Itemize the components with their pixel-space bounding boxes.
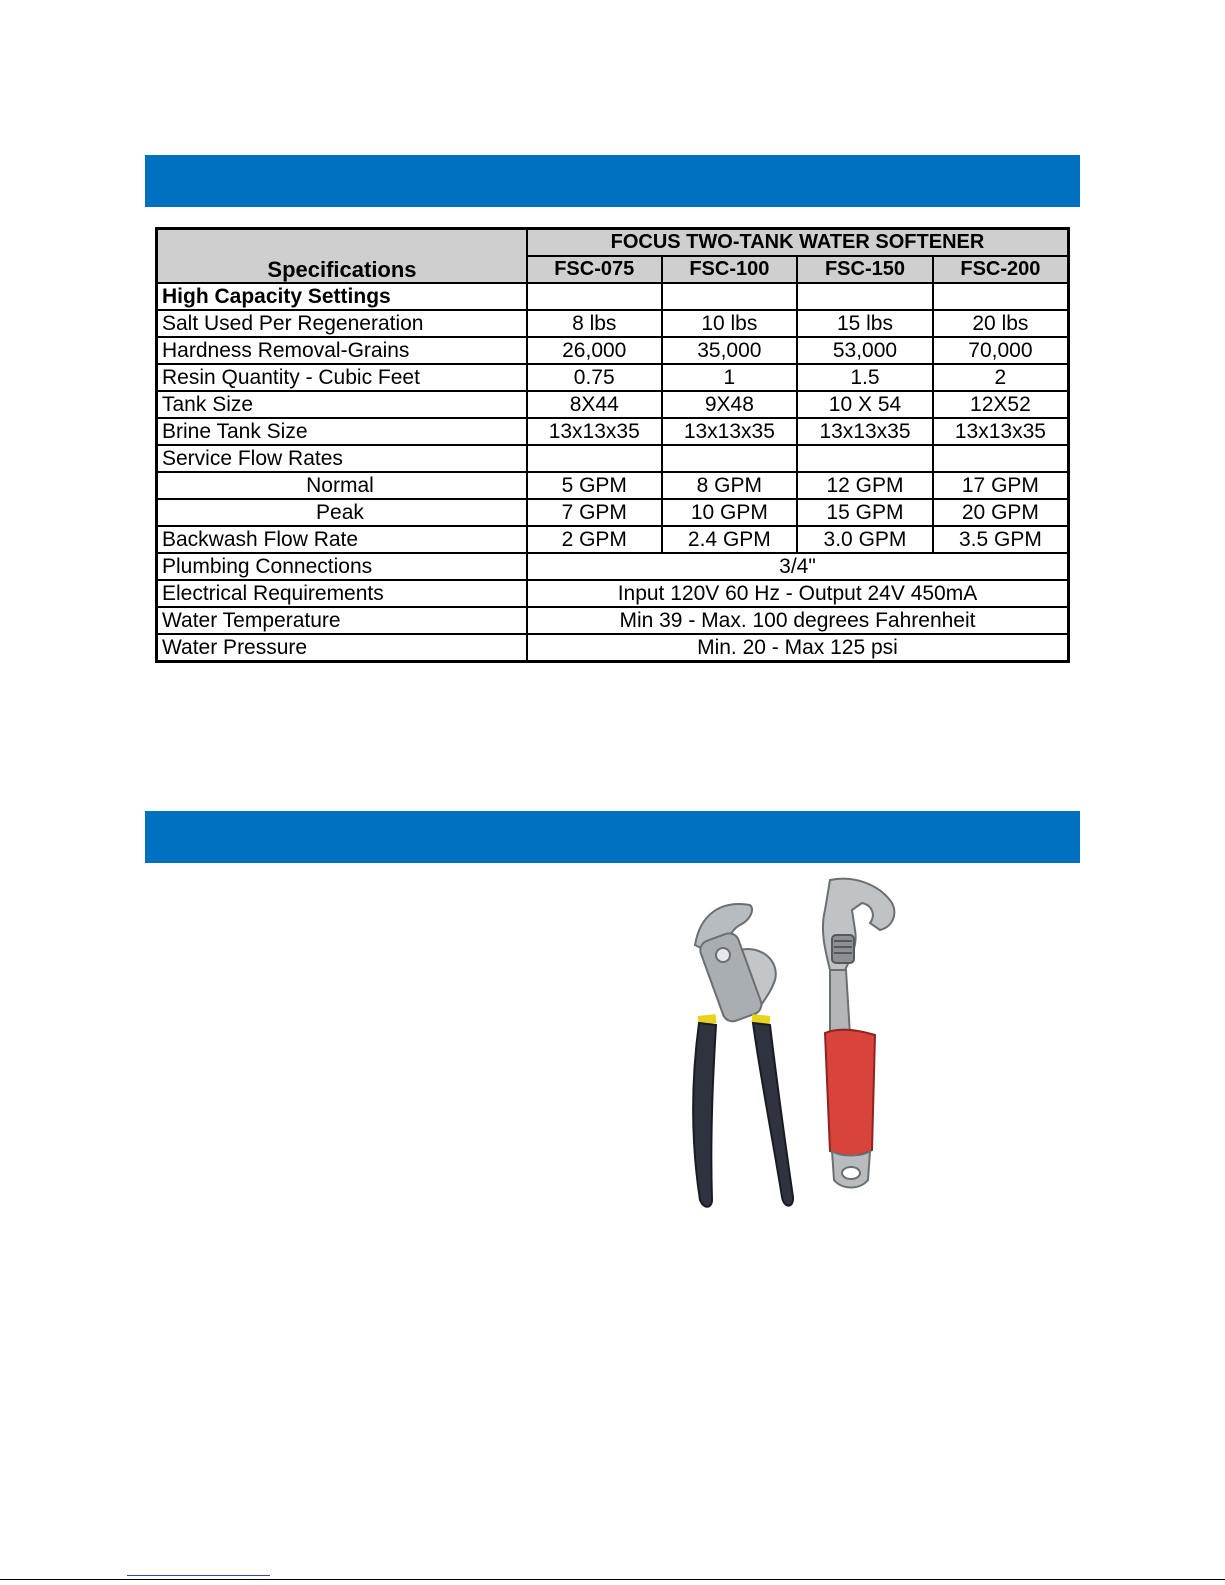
model-header: FSC-200	[933, 256, 1069, 283]
table-row	[157, 364, 1069, 391]
row-label: Service Flow Rates	[157, 445, 527, 472]
row-label: Water Pressure	[157, 634, 527, 662]
table-row	[157, 418, 1069, 445]
cell: 3.0 GPM	[797, 526, 933, 553]
cell: 70,000	[933, 337, 1069, 364]
merged-cell: 3/4"	[527, 553, 1069, 580]
cell: 3.5 GPM	[933, 526, 1069, 553]
spec-table	[155, 227, 1070, 663]
specifications-header: Specifications	[157, 229, 527, 284]
table-row	[157, 391, 1069, 418]
cell: 10 lbs	[662, 310, 798, 337]
row-label: Salt Used Per Regeneration	[157, 310, 527, 337]
cell	[527, 445, 662, 472]
cell: 2.4 GPM	[662, 526, 798, 553]
cell: 5 GPM	[527, 472, 662, 499]
cell: 8 lbs	[527, 310, 662, 337]
cell	[933, 283, 1069, 310]
cell: 17 GPM	[933, 472, 1069, 499]
merged-cell: Min. 20 - Max 125 psi	[527, 634, 1069, 662]
pliers-icon	[693, 904, 793, 1207]
cell: 8X44	[527, 391, 662, 418]
table-row	[157, 337, 1069, 364]
cell: 53,000	[797, 337, 933, 364]
cell: 1.5	[797, 364, 933, 391]
cell	[662, 283, 798, 310]
row-label: Hardness Removal-Grains	[157, 337, 527, 364]
row-label: Backwash Flow Rate	[157, 526, 527, 553]
row-label: Water Temperature	[157, 607, 527, 634]
cell	[933, 445, 1069, 472]
cell: 12X52	[933, 391, 1069, 418]
row-label: Electrical Requirements	[157, 580, 527, 607]
cell	[662, 445, 798, 472]
table-row	[157, 634, 1069, 662]
cell	[797, 283, 933, 310]
cell: 13x13x35	[527, 418, 662, 445]
model-header: FSC-075	[527, 256, 662, 283]
cell: 20 lbs	[933, 310, 1069, 337]
cell: 7 GPM	[527, 499, 662, 526]
row-label: Brine Tank Size	[157, 418, 527, 445]
table-row	[157, 553, 1069, 580]
cell	[527, 283, 662, 310]
row-label: Plumbing Connections	[157, 553, 527, 580]
cell	[797, 445, 933, 472]
row-label: Tank Size	[157, 391, 527, 418]
table-row	[157, 526, 1069, 553]
cell: 2	[933, 364, 1069, 391]
model-header: FSC-150	[797, 256, 933, 283]
cell: 15 GPM	[797, 499, 933, 526]
tools-image	[680, 875, 935, 1220]
merged-cell: Input 120V 60 Hz - Output 24V 450mA	[527, 580, 1069, 607]
cell: 10 GPM	[662, 499, 798, 526]
model-header: FSC-100	[662, 256, 798, 283]
row-label: Normal	[157, 472, 527, 499]
adjustable-wrench-icon	[823, 879, 894, 1188]
table-row	[157, 445, 1069, 472]
cell: 20 GPM	[933, 499, 1069, 526]
merged-cell: Min 39 - Max. 100 degrees Fahrenheit	[527, 607, 1069, 634]
cell: 13x13x35	[933, 418, 1069, 445]
cell: 1	[662, 364, 798, 391]
row-label: Resin Quantity - Cubic Feet	[157, 364, 527, 391]
product-group-header: FOCUS TWO-TANK WATER SOFTENER	[527, 229, 1069, 257]
table-row	[157, 283, 1069, 310]
cell: 9X48	[662, 391, 798, 418]
footer-rule	[0, 1579, 1225, 1580]
cell: 2 GPM	[527, 526, 662, 553]
footer-link-underline	[127, 1575, 270, 1576]
cell: 15 lbs	[797, 310, 933, 337]
table-row	[157, 607, 1069, 634]
cell: 10 X 54	[797, 391, 933, 418]
section-header-band	[145, 155, 1080, 207]
row-label: High Capacity Settings	[157, 283, 527, 310]
cell: 13x13x35	[662, 418, 798, 445]
table-row	[157, 580, 1069, 607]
table-row	[157, 310, 1069, 337]
cell: 12 GPM	[797, 472, 933, 499]
cell: 8 GPM	[662, 472, 798, 499]
section-header-band	[145, 811, 1080, 863]
cell: 35,000	[662, 337, 798, 364]
table-row	[157, 472, 1069, 499]
cell: 26,000	[527, 337, 662, 364]
table-row	[157, 499, 1069, 526]
row-label: Peak	[157, 499, 527, 526]
cell: 13x13x35	[797, 418, 933, 445]
cell: 0.75	[527, 364, 662, 391]
